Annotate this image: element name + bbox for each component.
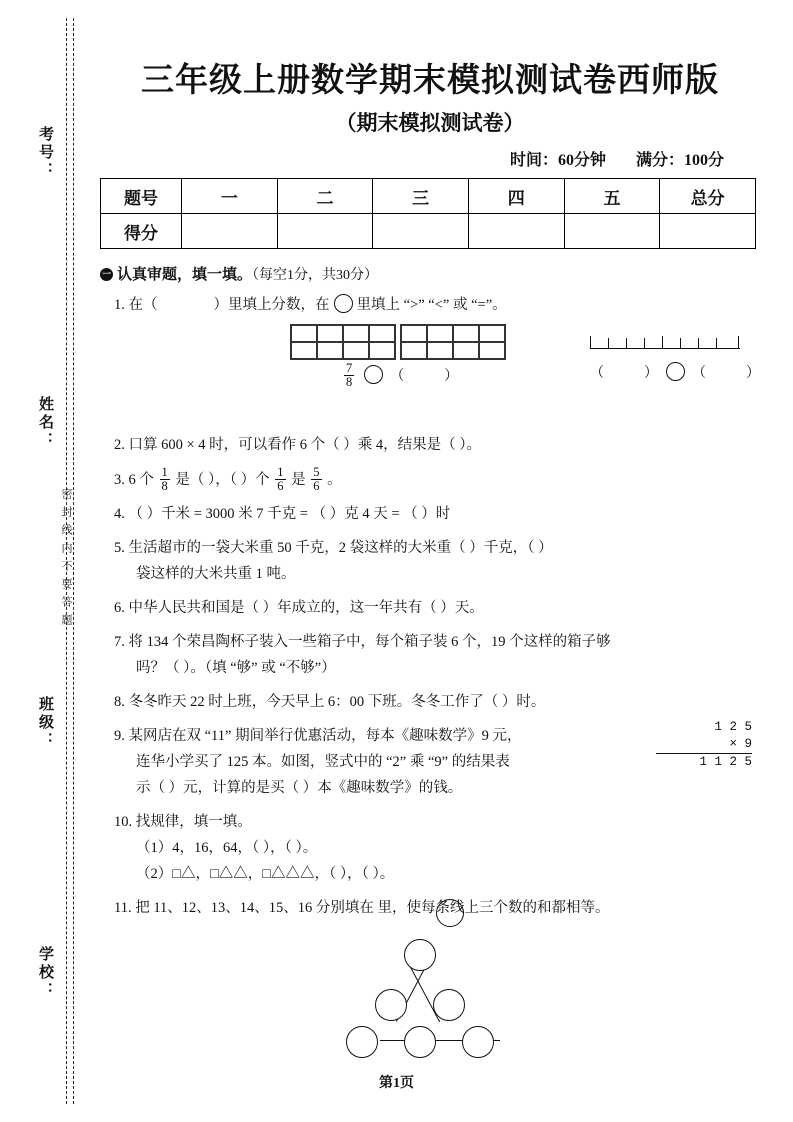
q1-text-a: 1. 在（ <box>114 297 158 313</box>
q3-pre: 3. 6 个 <box>114 472 154 488</box>
q9-calc-line-2: × 9 <box>656 736 752 754</box>
q10-part-1: （1）4，16，64，（ ），（ ）。 <box>136 840 318 856</box>
score-cell-2[interactable] <box>277 214 373 249</box>
fraction-one-eighth: $\frac{1}{8}$ <box>161 465 168 493</box>
margin-label-xuexiao: 学校： <box>37 946 53 1000</box>
question-3 <box>114 466 760 493</box>
q11-inline-circle-icon[interactable] <box>436 899 464 927</box>
q1-right-paren-2: （ <box>692 366 706 381</box>
q9-calc-line-1: 1 2 5 <box>714 720 752 734</box>
q1-text-b: ）里填上分数，在 <box>213 297 330 313</box>
q3-mid2: 是 <box>291 472 306 488</box>
q9-calc-line-3: 1 1 2 5 <box>699 755 752 769</box>
compare-circle-icon-left[interactable] <box>364 365 383 384</box>
grid-figure-left <box>290 324 396 360</box>
score-cell-3[interactable] <box>373 214 469 249</box>
main-content <box>100 40 760 1072</box>
time-score-row <box>100 147 724 170</box>
q1-left-paren: （ <box>390 369 405 384</box>
score-cell-total[interactable] <box>660 214 756 249</box>
q1-left-paren-close: ） <box>444 369 459 384</box>
q1-right-compare <box>590 362 760 382</box>
q3-mid1: 是（ ），（ ）个 <box>175 472 270 488</box>
section-1-heading: 认真审题，填一填。 <box>117 267 253 283</box>
score-header-label: 题号 <box>101 179 182 214</box>
triangle-node-bottom-right[interactable] <box>462 1026 494 1058</box>
triangle-node-bottom-left[interactable] <box>346 1026 378 1058</box>
score-header-1: 一 <box>182 179 278 214</box>
fraction-five-sixths: $\frac{5}{6}$ <box>313 465 320 493</box>
page-subtitle: （期末模拟测试卷） <box>335 111 525 135</box>
q10-part-2: （2）□△，□△△，□△△△，（ ），（ ）。 <box>136 866 395 882</box>
question-6: 6. 中华人民共和国是（ ）年成立的，这一年共有（ ）天。 <box>114 600 484 616</box>
exam-full-score: 满分：100分 <box>635 152 724 169</box>
section-1-note: （每空1分，共30分） <box>252 268 379 283</box>
score-table <box>100 178 756 249</box>
question-10 <box>114 809 760 887</box>
score-header-2: 二 <box>277 179 373 214</box>
q1-right-paren-2-close: ） <box>746 366 760 381</box>
q9-line-3: 示（ ）元，计算的是买（ ）本《趣味数学》的钱。 <box>136 780 463 796</box>
q7-line-1: 7. 将 134 个荣昌陶杯子装入一些箱子中，每个箱子装 6 个，19 个这样的箱子够 <box>114 634 611 650</box>
margin-label-kaohao: 考号： <box>37 126 53 180</box>
triangle-node-left-mid[interactable] <box>375 989 407 1021</box>
score-header-5: 五 <box>564 179 660 214</box>
left-margin-strip <box>26 18 84 1104</box>
q5-line-1: 5. 生活超市的一袋大米重 50 千克，2 袋这样的大米重（ ）千克，（ ） <box>114 540 553 556</box>
score-row-label: 得分 <box>101 214 182 249</box>
score-cell-5[interactable] <box>564 214 660 249</box>
page-number: 第1页 <box>379 1076 414 1091</box>
fraction-seven-eighths: $\frac{7}{8}$ <box>346 361 353 389</box>
question-4: 4. （ ）千米 = 3000 米 7 千克 = （ ）克 4 天 = （ ）时 <box>114 506 451 522</box>
q9-line-2: 连华小学买了 125 本。如图，竖式中的 “2” 乘 “9” 的结果表 <box>136 754 510 770</box>
score-header-total: 总分 <box>660 179 756 214</box>
compare-circle-icon[interactable] <box>334 294 353 313</box>
q7-line-2: 吗？（ ）。（填 “够” 或 “不够”） <box>136 660 336 676</box>
triangle-node-bottom-mid[interactable] <box>404 1026 436 1058</box>
margin-label-xingming: 姓名： <box>37 396 53 450</box>
section-number-icon: 一 <box>101 269 111 279</box>
question-7 <box>114 629 760 681</box>
q11-stem: 11. 把 11、12、13、14、15、16 分别填在 里，使每条线上三个数的和都相等。 <box>114 900 610 916</box>
page-title: 三年级上册数学期末模拟测试卷西师版 <box>141 63 719 99</box>
number-line-figure <box>590 336 740 358</box>
q1-left-compare <box>342 362 458 389</box>
question-9 <box>114 720 760 801</box>
q10-stem: 10. 找规律，填一填。 <box>114 814 252 830</box>
q3-end: 。 <box>327 472 342 488</box>
question-1 <box>114 292 760 318</box>
question-5 <box>114 535 760 587</box>
question-2: 2. 口算 600 × 4 时，可以看作 6 个（ ）乘 4，结果是（ ）。 <box>114 437 482 453</box>
table-row <box>101 214 756 249</box>
question-8: 8. 冬冬昨天 22 时上班，今天早上 6：00 下班。冬冬工作了（ ）时。 <box>114 694 546 710</box>
score-cell-4[interactable] <box>468 214 564 249</box>
section-1-title <box>100 263 760 284</box>
triangle-node-top[interactable] <box>404 939 436 971</box>
q1-figure <box>100 324 760 388</box>
compare-circle-icon-right[interactable] <box>666 362 685 381</box>
triangle-node-right-mid[interactable] <box>433 989 465 1021</box>
margin-label-banji: 班级： <box>37 696 53 750</box>
margin-labels <box>26 18 56 1104</box>
table-row <box>101 179 756 214</box>
q1-right-paren-1-close: ） <box>644 366 658 381</box>
q1-text-c: 里填上 “>” “<” 或 “=”。 <box>356 297 507 313</box>
grid-figure-right <box>400 324 506 360</box>
fraction-one-sixth: $\frac{1}{6}$ <box>277 465 284 493</box>
score-header-3: 三 <box>373 179 469 214</box>
q5-line-2: 袋这样的大米共重 1 吨。 <box>136 566 296 582</box>
q1-right-paren-1: （ <box>590 366 604 381</box>
exam-time: 时间：60分钟 <box>509 152 606 169</box>
score-header-4: 四 <box>468 179 564 214</box>
q9-vertical-calculation <box>656 719 752 771</box>
q11-triangle-figure <box>100 927 760 1072</box>
score-cell-1[interactable] <box>182 214 278 249</box>
question-11 <box>114 895 760 921</box>
seal-line-text: 密封线内不要答题 <box>60 488 72 632</box>
q9-line-1: 9. 某网店在双 “11” 期间举行优惠活动，每本《趣味数学》9 元， <box>114 728 522 744</box>
